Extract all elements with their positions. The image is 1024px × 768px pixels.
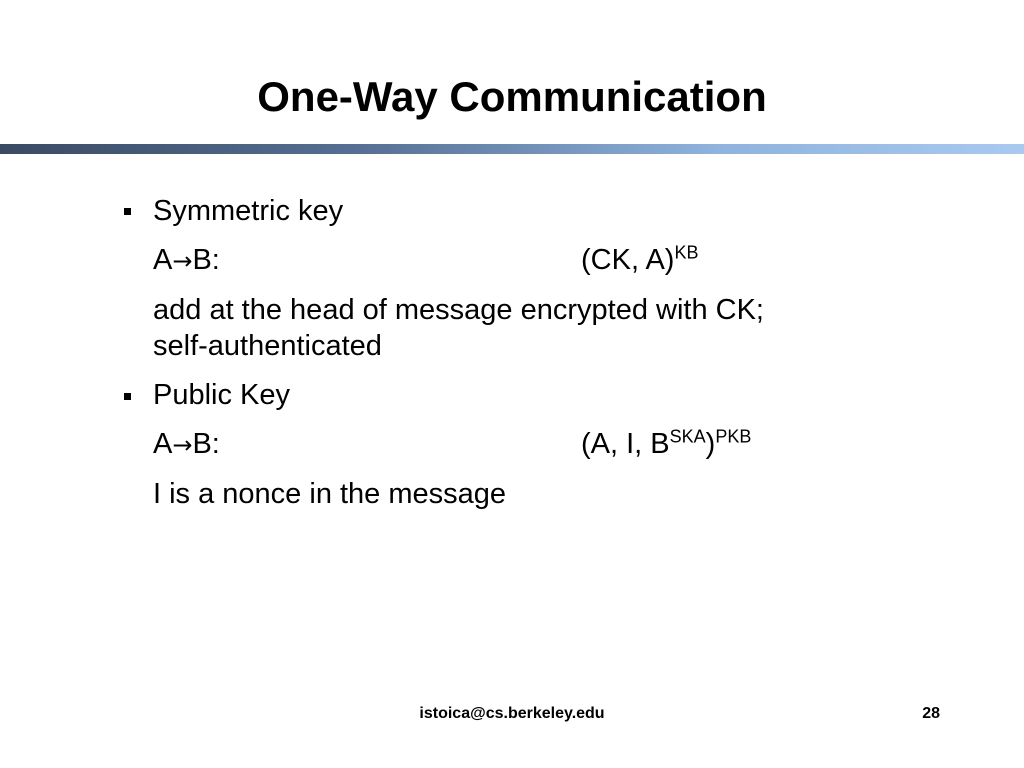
- ska-superscript: SKA: [669, 426, 706, 447]
- sender-label: A: [153, 428, 173, 460]
- pkb-superscript: PKB: [715, 426, 752, 447]
- bullet-symmetric-key: Symmetric key: [153, 195, 344, 227]
- page-number: 28: [922, 705, 940, 722]
- right-arrow-icon: →: [172, 431, 193, 459]
- sender-label: A: [153, 244, 173, 276]
- slide-title: One-Way Communication: [257, 73, 767, 120]
- public-message: (A, I, $B^{SKA})^{PKB}$: [581, 426, 752, 460]
- right-arrow-icon: →: [172, 247, 193, 275]
- public-exchange-line: [153, 426, 752, 463]
- symmetric-note-line-1: add at the head of message encrypted with CK;: [153, 294, 764, 326]
- bullet-square-icon: [124, 393, 131, 400]
- public-note-line-1: I is a nonce in the message: [153, 478, 507, 510]
- symmetric-note-line-2: self-authenticated: [153, 330, 382, 362]
- receiver-label: B:: [192, 428, 220, 460]
- bullet-square-icon: [124, 208, 131, 215]
- receiver-label: B:: [192, 244, 220, 276]
- key-superscript: KB: [674, 242, 699, 263]
- footer-email: istoica@cs.berkeley.edu: [419, 705, 605, 722]
- symmetric-exchange-line: [153, 242, 699, 279]
- bullet-public-key: Public Key: [153, 379, 291, 411]
- symmetric-message: (CK, A)$^{KB}$: [581, 242, 699, 276]
